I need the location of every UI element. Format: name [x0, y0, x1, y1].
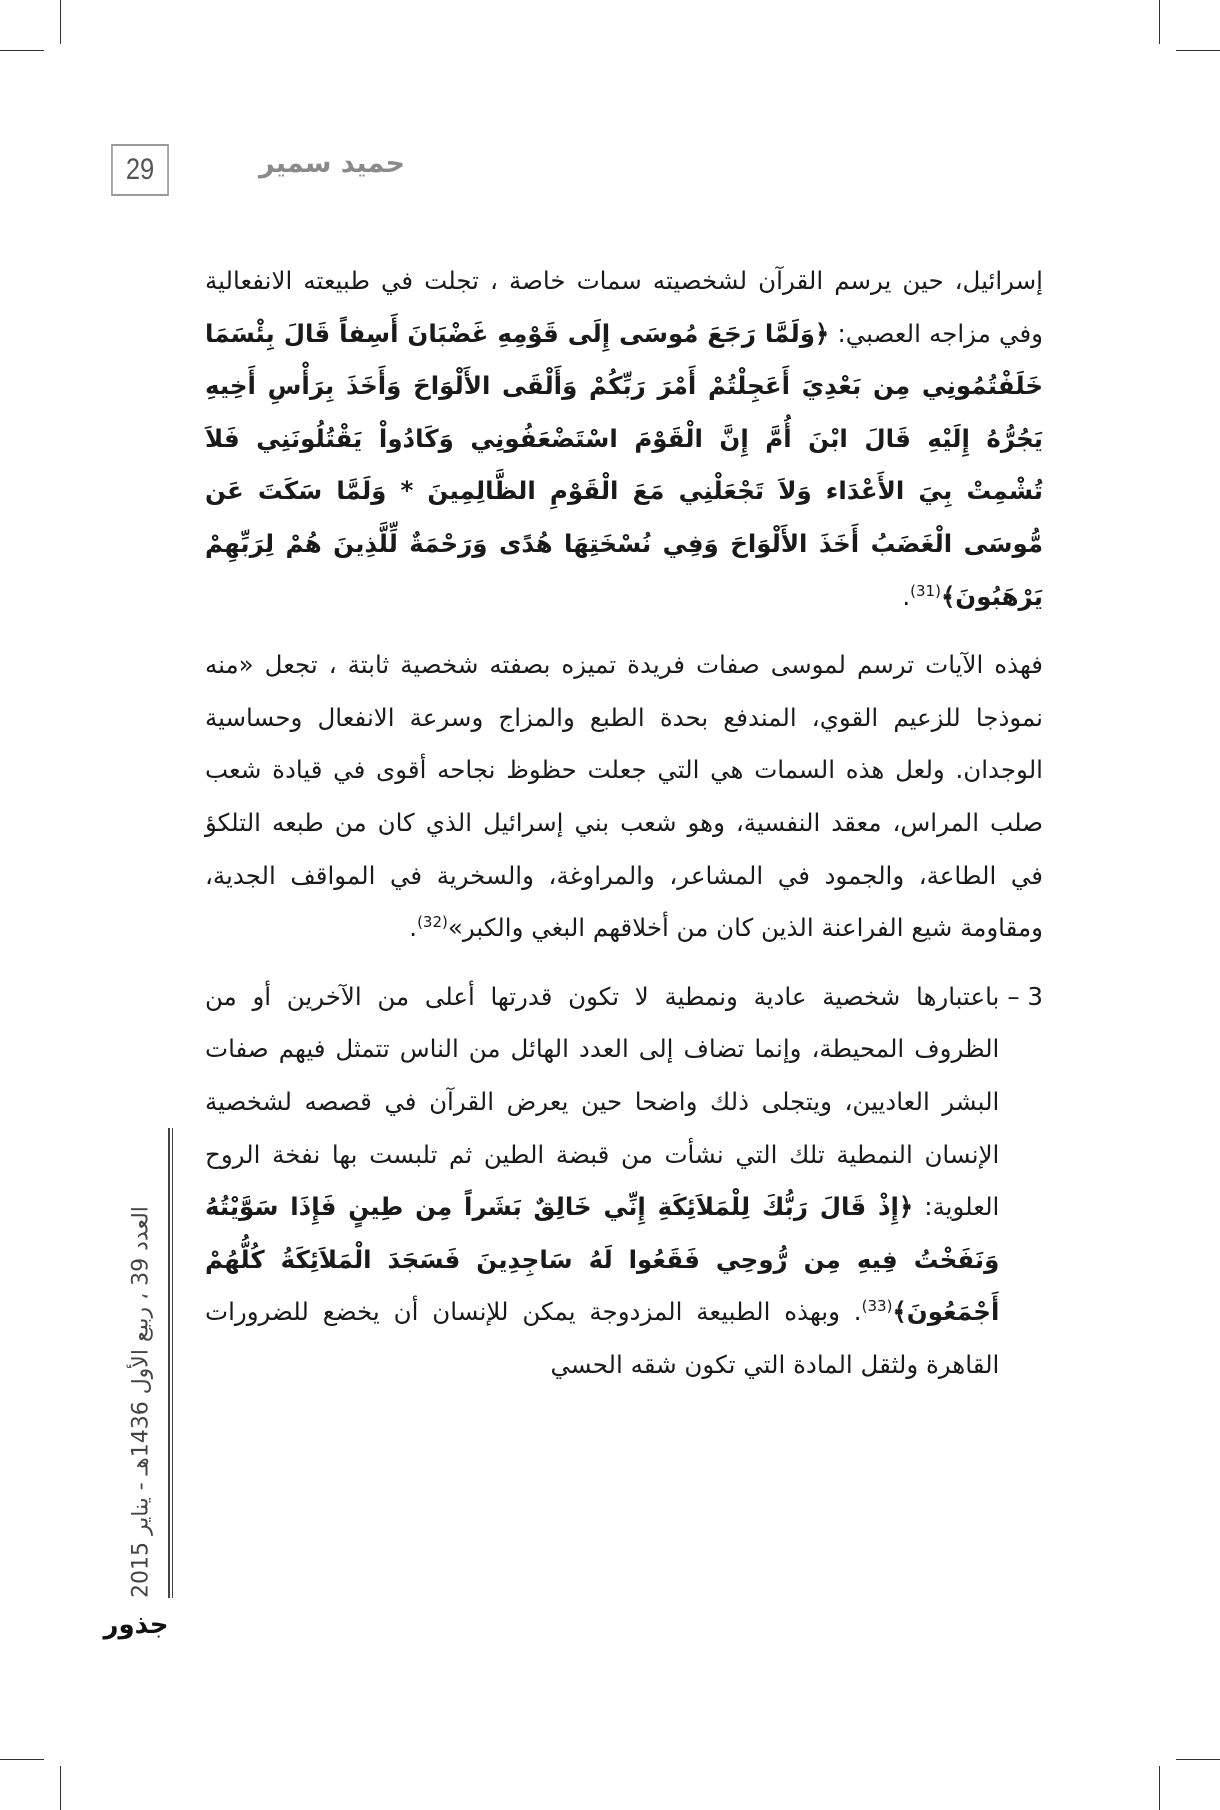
- running-head-author: حميد سمير: [258, 148, 405, 179]
- crop-mark: [1176, 50, 1220, 51]
- footnote-ref-33: (33): [861, 1297, 893, 1316]
- list-item-3-content: [205, 971, 999, 1392]
- list-item-number: 3 –: [1007, 981, 1043, 1011]
- crop-mark: [0, 1759, 44, 1760]
- paragraph-2: [205, 639, 1043, 955]
- article-body: [205, 255, 1043, 1391]
- crop-mark: [1159, 1766, 1160, 1810]
- quran-verse-2: ﴿إِذْ قَالَ رَبُّكَ لِلْمَلاَئِكَةِ إِنِّي خَالِقٌ بَشَراً مِن طِينٍ فَإِذَا سَوَّيْتُهُ وَنَفَخْتُ فِيهِ مِن رُّوحِي فَقَعُوا لَهُ سَاجِدِينَ فَسَجَدَ الْمَلاَئِكَةُ كُلُّهُمْ أَجْمَعُونَ﴾: [205, 1192, 1000, 1327]
- paragraph-2-text: فهذه الآيات ترسم لموسى صفات فريدة تميزه بصفته شخصية ثابتة ، تجعل «منه نموذجا للزعيم القوي، المندفع بحدة الطبع والمزاج وسرعة الانفعال وحساسية الوجدان. ولعل هذه السمات هي التي جعلت حظوظ نجاحه أقوى في قيادة شعب صلب المراس، معقد النفسية، وهو شعب بني إسرائيل الذي كان من طبعه التلكؤ في الطاعة، والجمود في المشاعر، والمراوغة، والسخرية في المواقف الجدية، ومقاومة شيع الفراعنة الذين كان من أخلاقهم البغي والكبر»: [205, 650, 1043, 943]
- footnote-ref-31: (31): [910, 581, 941, 600]
- page-number: 29: [111, 144, 169, 196]
- crop-mark: [60, 1766, 61, 1810]
- crop-mark: [0, 50, 44, 51]
- journal-logo: جذور: [103, 1610, 169, 1640]
- paragraph-1: [205, 255, 1043, 623]
- list-item-3-end: . وبهذه الطبيعة المزدوجة يمكن للإنسان أن يخضع للضرورات القاهرة ولثقل المادة التي تكون شقه الحسي: [205, 1297, 1000, 1379]
- footnote-ref-32: (32): [417, 912, 448, 931]
- crop-mark: [1159, 0, 1160, 44]
- quran-verse-1: ﴿وَلَمَّا رَجَعَ مُوسَى إِلَى قَوْمِهِ غَضْبَانَ أَسِفاً قَالَ بِئْسَمَا خَلَفْتُمُونِي مِن بَعْدِيَ أَعَجِلْتُمْ أَمْرَ رَبِّكُمْ وَأَلْقَى الأَلْوَاحَ وَأَخَذَ بِرَأْسِ أَخِيهِ يَجُرُّهُ إِلَيْهِ قَالَ ابْنَ أُمَّ إِنَّ الْقَوْمَ اسْتَضْعَفُونِي وَكَادُواْ يَقْتُلُونَنِي فَلاَ تُشْمِتْ بِيَ الأَعْدَاء وَلاَ تَجْعَلْنِي مَعَ الْقَوْمِ الظَّالِمِينَ * وَلَمَّا سَكَتَ عَن مُّوسَى الْغَضَبُ أَخَذَ الأَلْوَاحَ وَفِي نُسْخَتِهَا هُدًى وَرَحْمَةٌ لِّلَّذِينَ هُمْ لِرَبِّهِمْ يَرْهَبُونَ﴾: [205, 318, 1043, 611]
- paragraph-1-text: إسرائيل، حين يرسم القرآن لشخصيته سمات خاصة ، تجلت في طبيعته الانفعالية وفي مزاجه العصبي:: [205, 266, 1043, 348]
- list-item-3-text: باعتبارها شخصية عادية ونمطية لا تكون قدرتها أعلى من الآخرين أو من الظروف المحيطة، وإنما تضاف إلى العدد الهائل من الناس تتمثل فيهم صفات البشر العاديين، ويتجلى ذلك واضحا حين يعرض القرآن في قصصه لشخصية الإنسان النمطية تلك التي نشأت من قبضة الطين ثم تلبست بها نفخة الروح العلوية:: [205, 981, 1000, 1222]
- crop-mark: [1176, 1759, 1220, 1760]
- issue-caption: العدد 39 ، ربيع الأول 1436هـ - يناير 2015: [128, 1206, 154, 1598]
- crop-mark: [60, 0, 61, 44]
- paragraph-1-end: .: [902, 581, 911, 611]
- caption-rule: [168, 1128, 170, 1598]
- caption-rule: [172, 1128, 173, 1598]
- list-item-3: [205, 971, 1043, 1392]
- paragraph-2-end: .: [409, 913, 418, 943]
